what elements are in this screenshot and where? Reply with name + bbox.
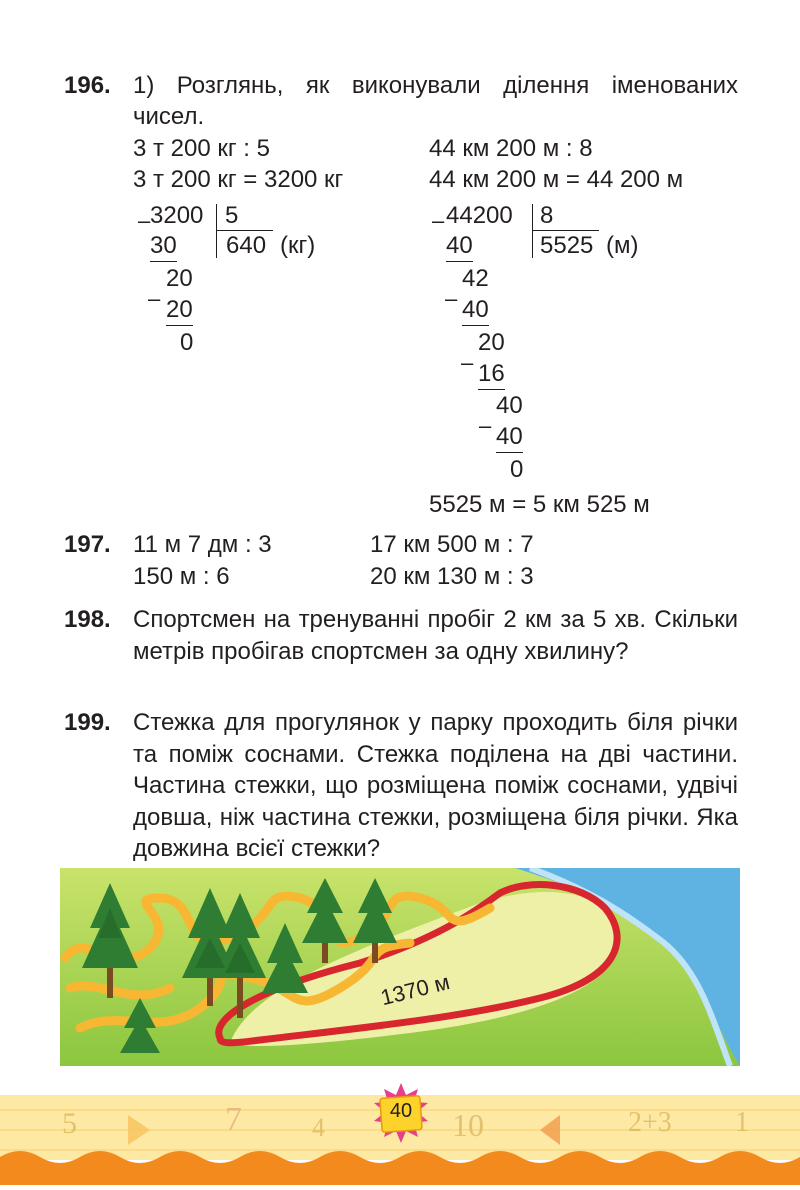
left-dividend: 3200: [150, 202, 204, 229]
problem-197-number: 197.: [64, 531, 111, 558]
left-step: 20: [166, 294, 193, 326]
right-result: 5525 м = 5 км 525 м: [429, 491, 650, 518]
right-step: 40: [446, 230, 473, 262]
right-step: 40: [496, 392, 523, 419]
problem-199-text: Стежка для прогулянок у парку проходить біля річки та поміж соснами. Стежка поділена на дві частини. Частина стежки, що розміщена поміж соснами, удвічі довша, ніж частина стежки, розміщена біля річки. Яка довжина всієї стежки?: [133, 709, 738, 862]
left-conversion: 3 т 200 кг = 3200 кг: [133, 166, 344, 193]
left-step: 0: [180, 329, 194, 356]
page-number: 40: [389, 1100, 413, 1122]
decor-number: 7: [225, 1101, 242, 1138]
problem-196-number: 196.: [64, 72, 111, 99]
problem-198-number: 198.: [64, 606, 111, 633]
right-dividend: 44200: [446, 202, 513, 229]
path-length-label: 1370 м: [378, 969, 453, 1011]
problem-196-intro-line1: 1) Розглянь, як виконували ділення іменованих: [133, 72, 738, 99]
problem-197-item: 20 км 130 м : 3: [370, 563, 534, 590]
left-divisor: 5: [225, 202, 239, 229]
left-quotient-unit: (кг): [280, 232, 316, 259]
right-expression: 44 км 200 м : 8: [429, 135, 593, 162]
page-footer: [0, 1095, 800, 1185]
left-step: 20: [166, 265, 193, 292]
problem-199-number: 199.: [64, 709, 111, 736]
right-step: 20: [478, 329, 505, 356]
right-step: 40: [462, 294, 489, 326]
decor-number: 10: [452, 1107, 484, 1143]
decor-number: 4: [312, 1113, 325, 1142]
problem-196-intro-line2: чисел.: [133, 103, 205, 130]
left-quotient: 640: [226, 232, 267, 259]
decor-number: 5: [62, 1107, 77, 1140]
park-path-illustration: [60, 868, 740, 1066]
decor-number: 1: [735, 1107, 749, 1138]
right-step: 40: [496, 421, 523, 453]
park-map-image: [60, 868, 740, 1066]
right-step: 16: [478, 358, 505, 390]
problem-197-item: 17 км 500 м : 7: [370, 531, 534, 558]
left-step: 30: [150, 230, 177, 262]
left-expression: 3 т 200 кг : 5: [133, 135, 270, 162]
right-quotient: 5525: [540, 232, 594, 259]
right-divisor: 8: [540, 202, 554, 229]
problem-197-item: 11 м 7 дм : 3: [133, 531, 272, 558]
right-step: 0: [510, 456, 524, 483]
problem-197-item: 150 м : 6: [133, 563, 230, 590]
decor-number: 2+3: [628, 1107, 672, 1138]
right-step: 42: [462, 265, 489, 292]
right-quotient-unit: (м): [606, 232, 639, 259]
right-conversion: 44 км 200 м = 44 200 м: [429, 166, 684, 193]
page-number-badge: [368, 1081, 434, 1147]
problem-198-text: Спортсмен на тренуванні пробіг 2 км за 5 хв. Скільки метрів пробігав спортсмен за одну хвилину?: [133, 606, 738, 665]
